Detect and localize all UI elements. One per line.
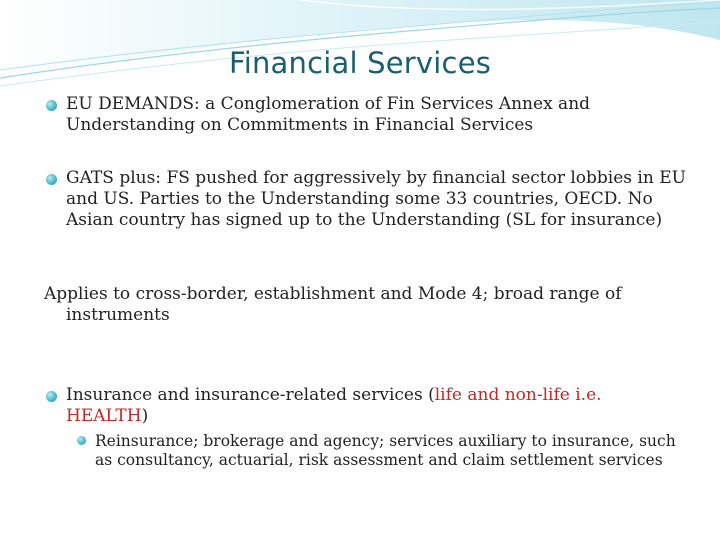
applies-line-1: Applies to cross-border, establishment and Mode 4; broad range of [44, 284, 622, 304]
insurance-text-2: ) [141, 406, 149, 426]
slide-title: Financial Services [228, 46, 492, 80]
applies-line-2: instruments [66, 305, 170, 325]
bullet-icon [46, 391, 57, 402]
insurance-highlight: life and non-life i.e. HEALTH [66, 385, 602, 426]
bullet-gats-plus [66, 168, 686, 231]
bullet-icon [46, 100, 57, 111]
bullet-icon [46, 174, 57, 185]
applies-paragraph [44, 284, 694, 326]
bullet-eu-demands [66, 94, 686, 136]
sub-bullet-reinsurance [95, 432, 685, 470]
bullet-insurance [66, 385, 686, 427]
bullet-text: GATS plus: FS pushed for aggressively by financial sector lobbies in EU and US. Parties to the Understanding some 33 countries, OECD. No Asian country has signed up to the Understanding (SL for insurance) [66, 168, 686, 230]
bullet-text: EU DEMANDS: a Conglomeration of Fin Services Annex and Understanding on Commitments in Financial Services [66, 94, 591, 135]
insurance-text-1: Insurance and insurance-related services ( [66, 385, 435, 405]
bullet-icon [77, 436, 86, 445]
sub-bullet-text: Reinsurance; brokerage and agency; services auxiliary to insurance, such as consultancy, actuarial, risk assessment and claim settlement services [95, 432, 676, 469]
